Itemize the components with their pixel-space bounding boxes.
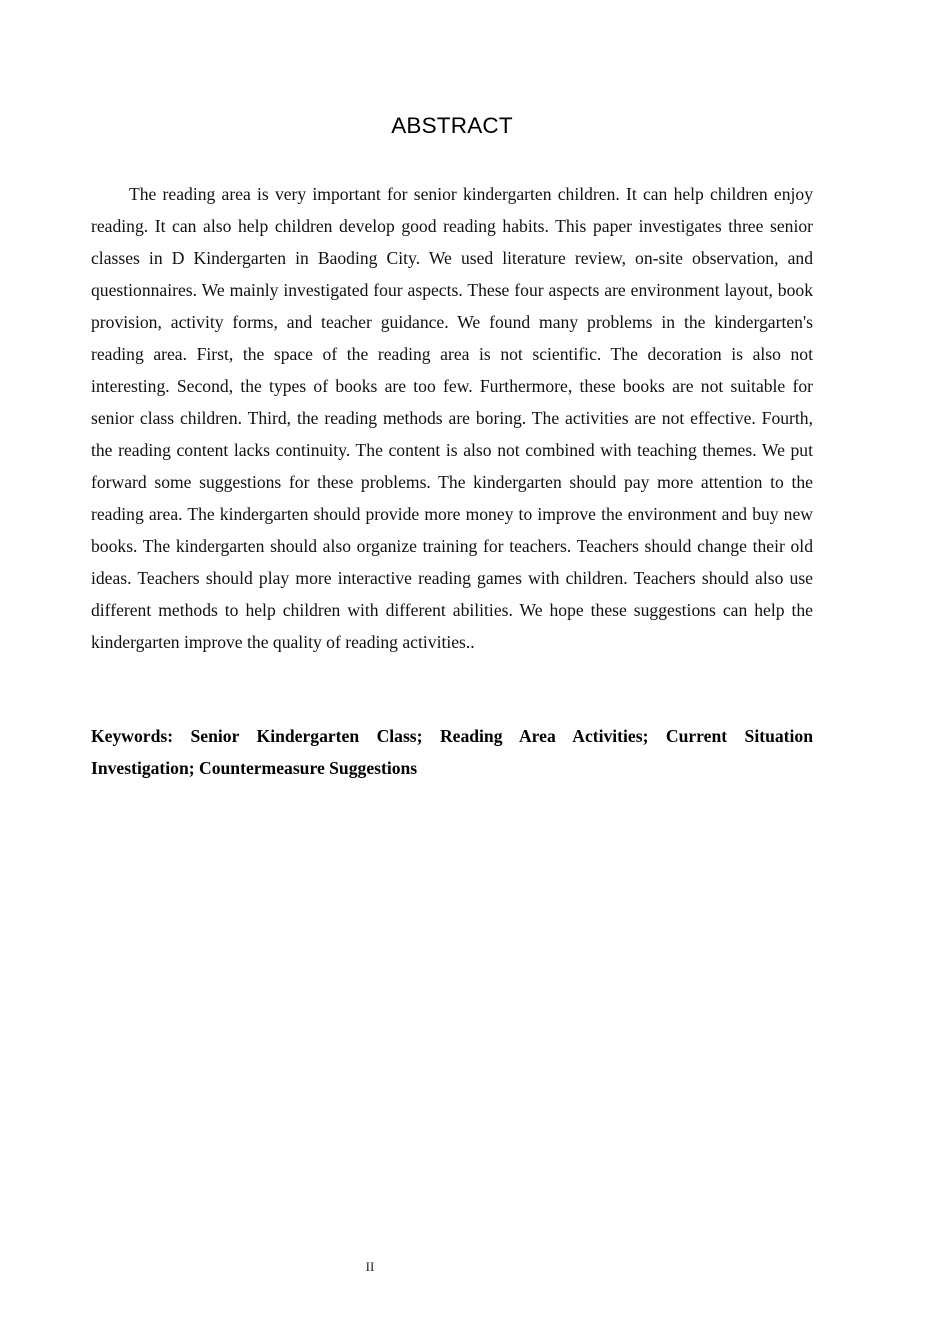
abstract-paragraph: The reading area is very important for senior kindergarten children. It can help children enjoy reading. It can also help children develop good reading habits. This paper investigates three senior classes in D Kindergarten in Baoding City. We used literature review, on-site observation, and questionnaires. We mainly investigated four aspects. These four aspects are environment layout, book provision, activity forms, and teacher guidance. We found many problems in the kindergarten's reading area. First, the space of the reading area is not scientific. The decoration is also not interesting. Second, the types of books are too few. Furthermore, these books are not suitable for senior class children. Third, the reading methods are boring. The activities are not effective. Fourth, the reading content lacks continuity. The content is also not combined with teaching themes. We put forward some suggestions for these problems. The kindergarten should pay more attention to the reading area. The kindergarten should provide more money to improve the environment and buy new books. The kindergarten should also organize training for teachers. Teachers should change their old ideas. Teachers should play more interactive reading games with children. Teachers should also use different methods to help children with different abilities. We hope these suggestions can help the kindergarten improve the quality of reading activities..: [91, 184, 813, 652]
abstract-title: ABSTRACT: [391, 113, 513, 138]
keywords-paragraph: Keywords: Senior Kindergarten Class; Reading Area Activities; Current Situation Investigation; Countermeasure Suggestions: [91, 726, 813, 778]
page-number: II: [365, 1259, 375, 1274]
